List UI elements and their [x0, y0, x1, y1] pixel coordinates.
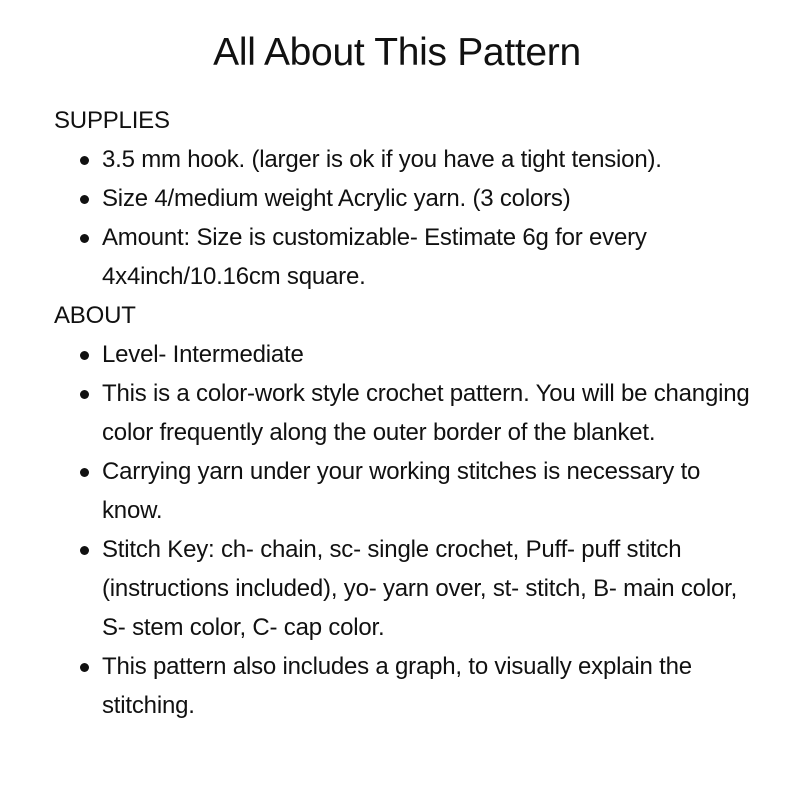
bullet-icon	[80, 663, 89, 672]
list-item	[54, 140, 754, 179]
bullet-icon	[80, 156, 89, 165]
list-item-text: Carrying yarn under your working stitches is necessary to know.	[102, 458, 701, 524]
supplies-list	[54, 140, 754, 296]
about-section	[54, 296, 754, 725]
list-item-text: This is a color-work style crochet pattern. You will be changing color frequently along the outer border of the blanket.	[102, 380, 750, 446]
bullet-icon	[80, 351, 89, 360]
about-heading: ABOUT	[54, 302, 136, 329]
list-item	[54, 218, 754, 296]
list-item-text: Size 4/medium weight Acrylic yarn. (3 colors)	[102, 185, 571, 212]
bullet-icon	[80, 195, 89, 204]
bullet-icon	[80, 234, 89, 243]
list-item	[54, 647, 754, 725]
list-item-text: Stitch Key: ch- chain, sc- single crochet, Puff- puff stitch (instructions included), yo- yarn over, st- stitch, B- main color, S- stem color, C- cap color.	[102, 536, 738, 641]
bullet-icon	[80, 390, 89, 399]
bullet-icon	[80, 468, 89, 477]
list-item-text: This pattern also includes a graph, to visually explain the stitching.	[102, 653, 692, 719]
list-item-text: Level- Intermediate	[102, 341, 304, 368]
list-item	[54, 335, 754, 374]
about-list	[54, 335, 754, 725]
supplies-section	[54, 101, 754, 296]
list-item	[54, 452, 754, 530]
list-item-text: Amount: Size is customizable- Estimate 6g for every 4x4inch/10.16cm square.	[102, 224, 647, 290]
page-title: All About This Pattern	[213, 31, 581, 74]
list-item	[54, 179, 754, 218]
list-item	[54, 530, 754, 647]
pattern-content	[54, 101, 754, 725]
list-item-text: 3.5 mm hook. (larger is ok if you have a tight tension).	[102, 146, 662, 173]
supplies-heading: SUPPLIES	[54, 107, 170, 134]
list-item	[54, 374, 754, 452]
bullet-icon	[80, 546, 89, 555]
